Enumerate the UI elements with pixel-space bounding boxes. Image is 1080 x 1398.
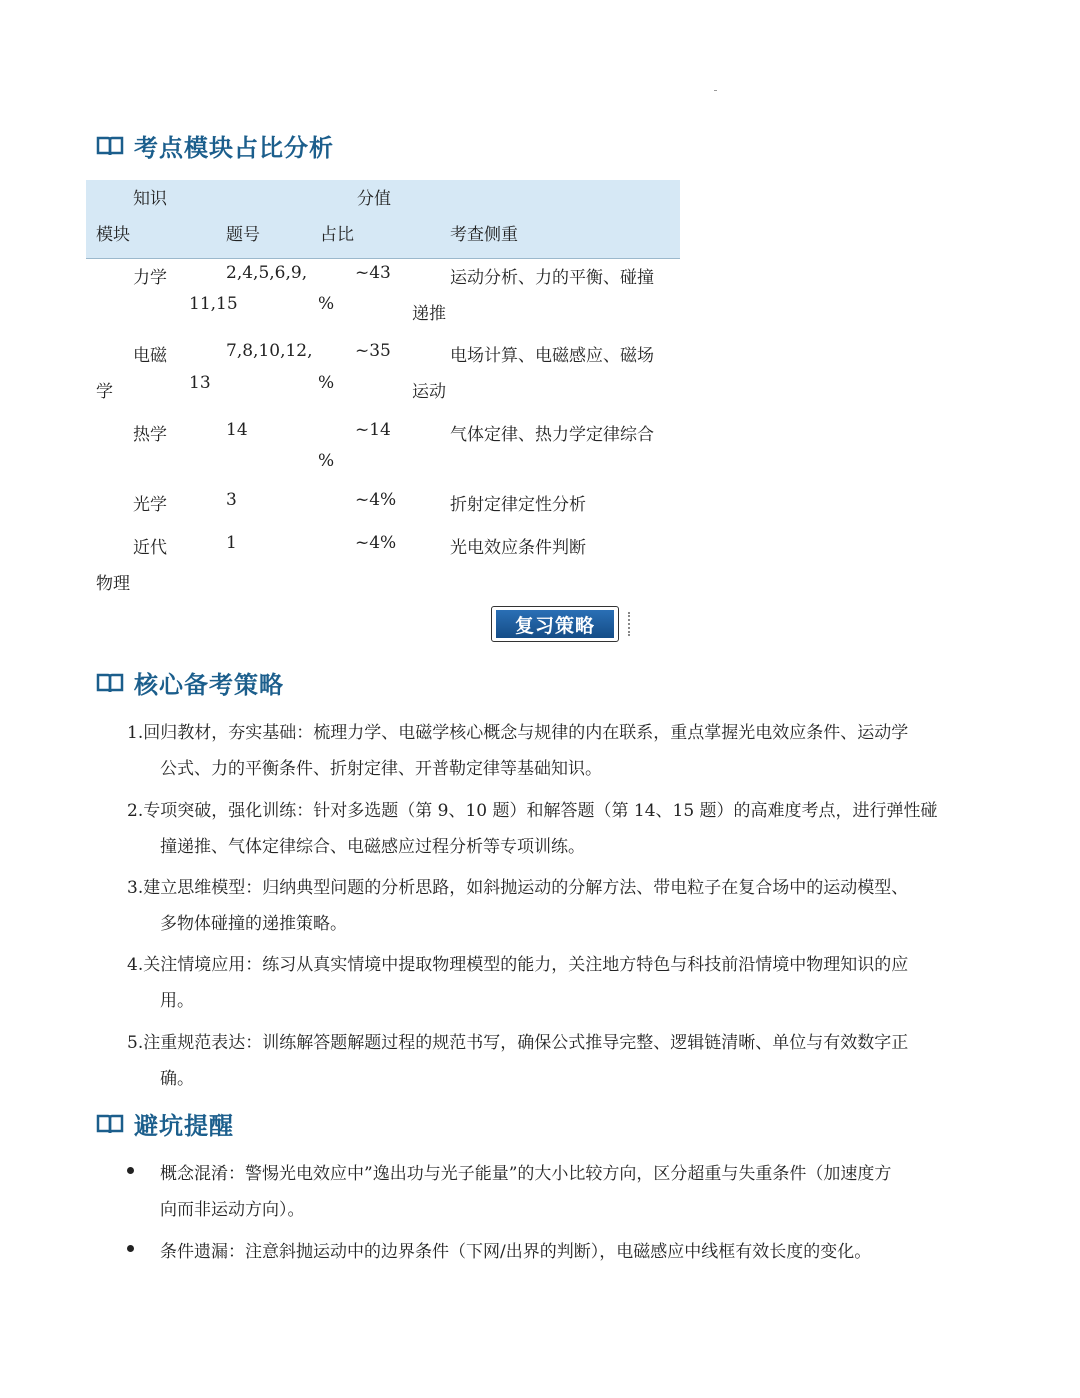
row-score-cont: % — [318, 451, 335, 471]
list-item: 5.注重规范表达：训练解答题解题过程的规范书写，确保公式推导完整、逻辑链清晰、单位与有效数字正 — [127, 1033, 909, 1053]
row-module: 近代 — [133, 538, 167, 558]
row-focus: 电场计算、电磁感应、磁场 — [450, 346, 654, 366]
row-module: 电磁 — [133, 346, 167, 366]
header-module-line1: 知识 — [133, 189, 167, 209]
row-questions: 14 — [226, 420, 248, 440]
row-score: ~4% — [355, 490, 397, 510]
analysis-section-title — [96, 128, 334, 163]
list-item: 条件遗漏：注意斜抛运动中的边界条件（下网/出界的判断），电磁感应中线框有效长度的变化。 — [160, 1242, 872, 1262]
review-strategy-button[interactable] — [491, 606, 619, 642]
badge-decoration — [620, 612, 630, 636]
row-questions: 3 — [226, 490, 237, 510]
strategy-title-text: 核心备考策略 — [134, 671, 284, 699]
list-item: 3.建立思维模型：归纳典型问题的分析思路，如斜抛运动的分解方法、带电粒子在复合场中的运动模型、 — [127, 878, 909, 898]
header-score-line2: 占比 — [320, 225, 354, 245]
row-focus: 光电效应条件判断 — [450, 538, 586, 558]
row-score: ~14 — [355, 420, 391, 440]
list-item: 4.关注情境应用：练习从真实情境中提取物理模型的能力，关注地方特色与科技前沿情境中物理知识的应 — [127, 955, 909, 975]
row-module: 光学 — [133, 495, 167, 515]
row-module-cont: 物理 — [96, 574, 130, 594]
pitfalls-title-text: 避坑提醒 — [134, 1112, 234, 1140]
list-item-cont: 向而非运动方向）。 — [160, 1200, 305, 1220]
bullet-icon — [127, 1167, 134, 1174]
review-strategy-label: 复习策略 — [496, 610, 614, 638]
pitfalls-section-title — [96, 1106, 234, 1141]
header-questions: 题号 — [226, 225, 260, 245]
list-item-cont: 多物体碰撞的递推策略。 — [160, 914, 347, 934]
row-questions-cont: 11,15 — [189, 294, 238, 314]
open-book-icon — [96, 672, 124, 694]
header-score-line1: 分值 — [357, 189, 391, 209]
bullet-icon — [127, 1245, 134, 1252]
row-focus-cont: 运动 — [412, 382, 446, 402]
row-score: ~4% — [355, 533, 397, 553]
row-questions: 1 — [226, 533, 237, 553]
header-module-line2: 模块 — [96, 225, 130, 245]
list-item-cont: 用。 — [160, 991, 194, 1011]
strategy-section-title — [96, 665, 284, 700]
row-questions: 7,8,10,12, — [226, 341, 313, 361]
row-focus-cont: 递推 — [412, 304, 446, 324]
list-item-cont: 确。 — [160, 1069, 194, 1089]
row-score-cont: % — [318, 373, 335, 393]
row-focus: 气体定律、热力学定律综合 — [450, 425, 654, 445]
row-score: ~35 — [355, 341, 391, 361]
list-item: 2.专项突破，强化训练：针对多选题（第 9、10 题）和解答题（第 14、15 题）的高难度考点，进行弹性碰 — [127, 801, 938, 821]
row-questions: 2,4,5,6,9, — [226, 263, 308, 283]
row-module: 热学 — [133, 425, 167, 445]
row-focus: 运动分析、力的平衡、碰撞 — [450, 268, 654, 288]
row-score: ~43 — [355, 263, 391, 283]
list-item-cont: 撞递推、气体定律综合、电磁感应过程分析等专项训练。 — [160, 837, 585, 857]
row-module: 力学 — [133, 268, 167, 288]
header-focus: 考查侧重 — [450, 225, 518, 245]
list-item: 概念混淆：警惕光电效应中”逸出功与光子能量”的大小比较方向，区分超重与失重条件（加速度方 — [160, 1164, 892, 1184]
list-item: 1.回归教材，夯实基础：梳理力学、电磁学核心概念与规律的内在联系，重点掌握光电效应条件、运动学 — [127, 723, 909, 743]
list-item-cont: 公式、力的平衡条件、折射定律、开普勒定律等基础知识。 — [160, 759, 602, 779]
page-mark — [714, 90, 717, 91]
row-focus: 折射定律定性分析 — [450, 495, 586, 515]
row-questions-cont: 13 — [189, 373, 211, 393]
open-book-icon — [96, 135, 124, 157]
analysis-title-text: 考点模块占比分析 — [134, 134, 334, 162]
row-module-cont: 学 — [96, 382, 113, 402]
open-book-icon — [96, 1113, 124, 1135]
row-score-cont: % — [318, 294, 335, 314]
